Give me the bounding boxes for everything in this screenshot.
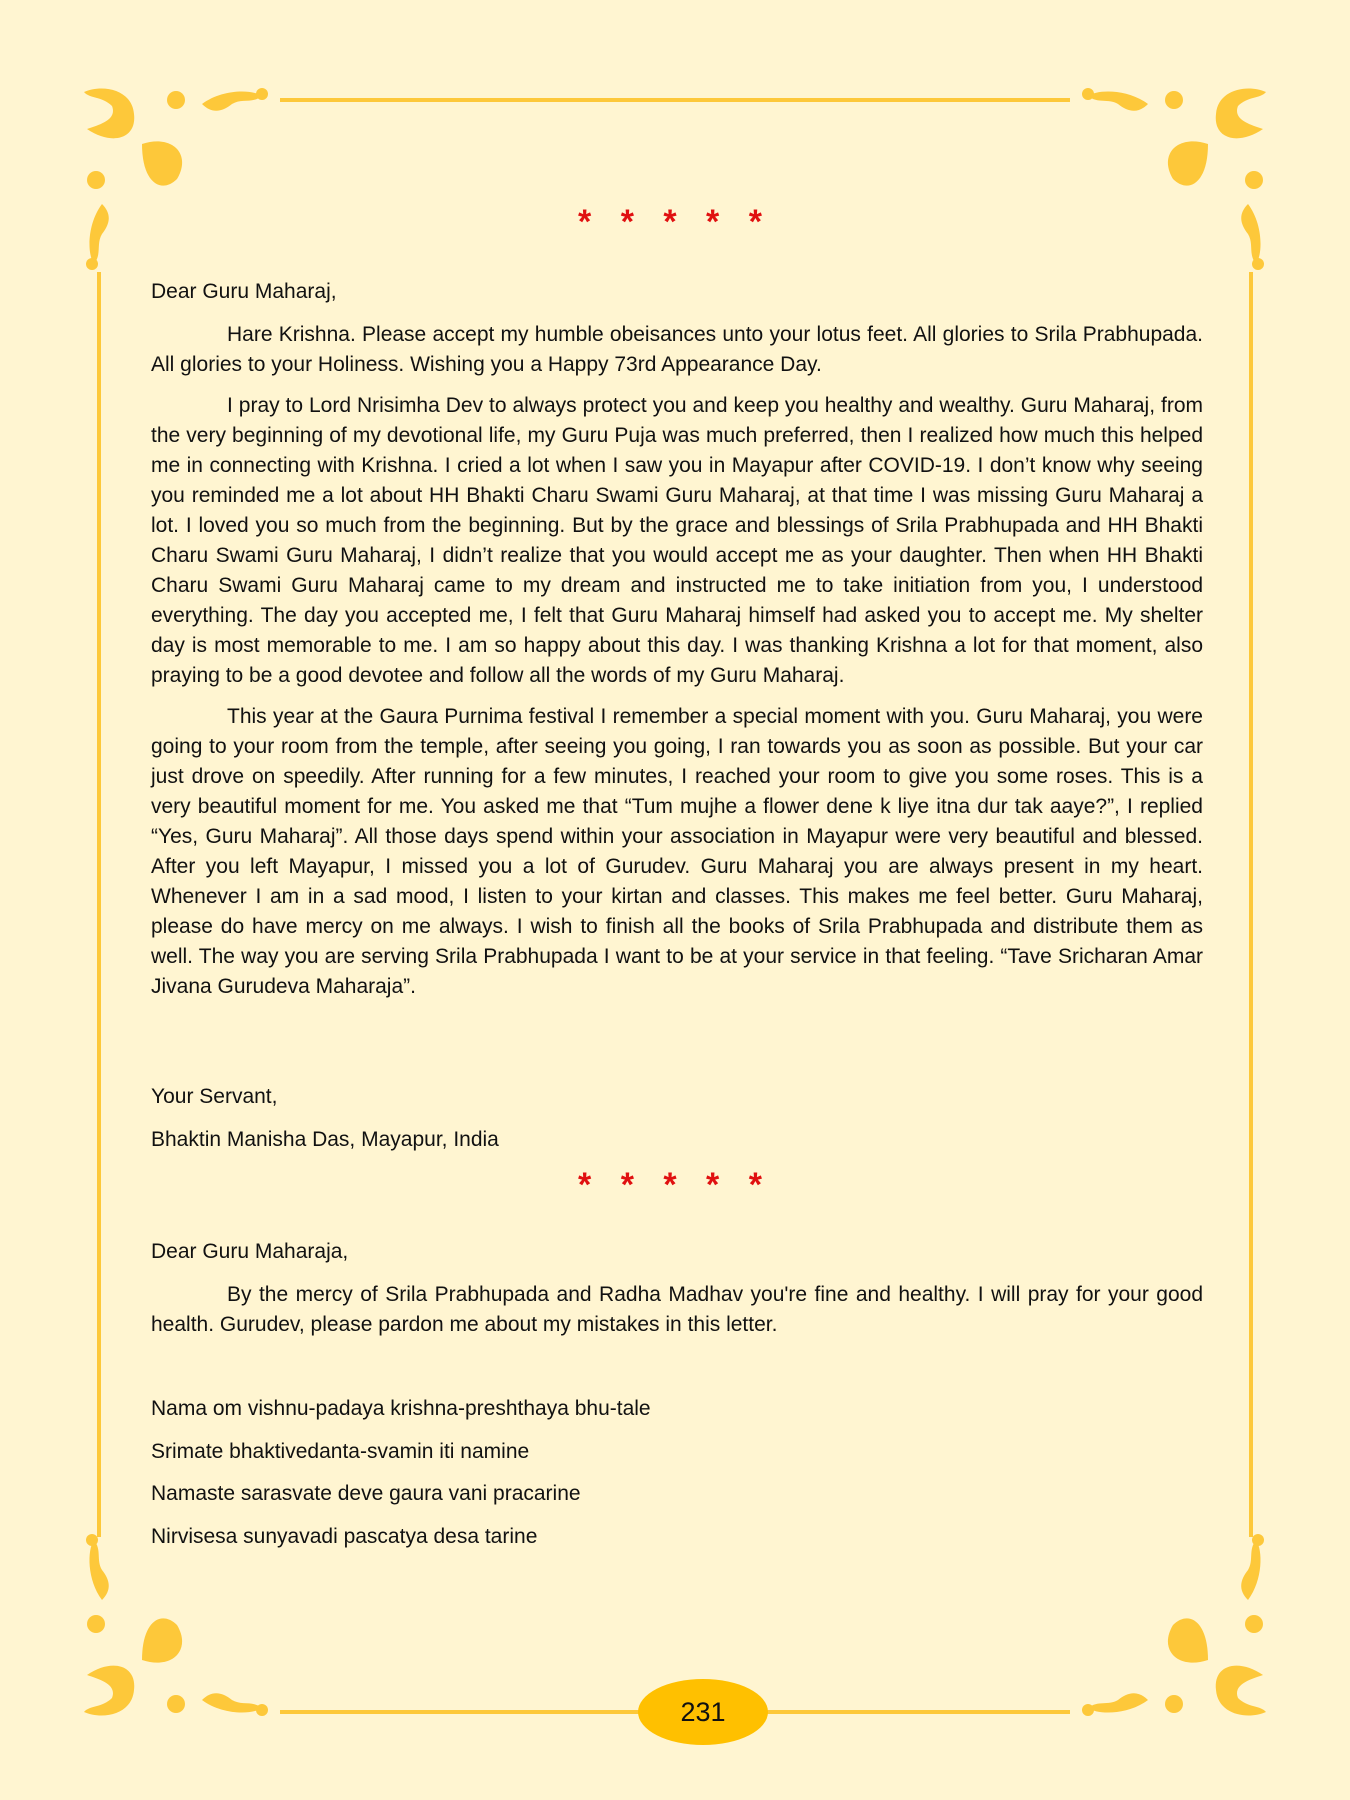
- verse-line: Srimate bhaktivedanta-svamin iti namine: [151, 1440, 530, 1463]
- corner-ornament-icon: [82, 84, 272, 274]
- verse-line: Nama om vishnu-padaya krishna-preshthaya bhu-tale: [151, 1397, 651, 1420]
- frame-left-line: [97, 272, 101, 1537]
- frame-right-line: [1249, 272, 1253, 1537]
- salutation: Dear Guru Maharaja,: [151, 1240, 349, 1263]
- closing: Your Servant,: [151, 1085, 278, 1108]
- paragraph: This year at the Gaura Purnima festival I remember a special moment with you. Guru Maharaj, you were going to your room from the temple, after seeing you going, I ran towards you as soon as possible. But your car just drove on speedily. After running for a few minutes, I reached your room to give you some roses. This is a very beautiful moment for me. You asked me that “Tum mujhe a flower dene k liye itna dur tak aaye?”, I replied “Yes, Guru Maharaj”. All those days spend within your association in Mayapur were very beautiful and blessed. After you left Mayapur, I missed you a lot of Gurudev. Guru Maharaj you are always present in my heart. Whenever I am in a sad mood, I listen to your kirtan and classes. This makes me feel better. Guru Maharaj, please do have mercy on me always. I wish to finish all the books of Srila Prabhupada and distribute them as well. The way you are serving Srila Prabhupada I want to be at your service in that feeling. “Tave Sricharan Amar Jivana Gurudeva Maharaja”.: [151, 705, 1203, 998]
- verse-line: Nirvisesa sunyavadi pascatya desa tarine: [151, 1525, 538, 1548]
- page-number: 231: [680, 1696, 726, 1727]
- salutation: Dear Guru Maharaj,: [151, 280, 337, 303]
- paragraph: Hare Krishna. Please accept my humble obeisances unto your lotus feet. All glories to Srila Prabhupada. All glories to your Holiness. Wishing you a Happy 73rd Appearance Day.: [151, 323, 1203, 376]
- page-number-badge: [638, 1679, 768, 1745]
- frame-top-line: [280, 98, 1070, 102]
- corner-ornament-icon: [82, 1530, 272, 1720]
- corner-ornament-icon: [1078, 84, 1268, 274]
- paragraph: I pray to Lord Nrisimha Dev to always protect you and keep you healthy and wealthy. Guru Maharaj, from the very beginning of my devotional life, my Guru Puja was much preferred, then I realized how much this helped me in connecting with Krishna. I cried a lot when I saw you in Mayapur after COVID-19. I don’t know why seeing you reminded me a lot about HH Bhakti Charu Swami Guru Maharaj, at that time I was missing Guru Maharaj a lot. I loved you so much from the beginning. But by the grace and blessings of Srila Prabhupada and HH Bhakti Charu Swami Guru Maharaj, I didn’t realize that you would accept me as your daughter. Then when HH Bhakti Charu Swami Guru Maharaj came to my dream and instructed me to take initiation from you, I understood everything. The day you accepted me, I felt that Guru Maharaj himself had asked you to accept me. My shelter day is most memorable to me. I am so happy about this day. I was thanking Krishna a lot for that moment, also praying to be a good devotee and follow all the words of my Guru Maharaj.: [151, 394, 1203, 687]
- verse-line: Namaste sarasvate deve gaura vani pracarine: [151, 1482, 581, 1505]
- separator-stars: * * * * *: [578, 1166, 772, 1204]
- paragraph: By the mercy of Srila Prabhupada and Radha Madhav you're fine and healthy. I will pray for your good health. Gurudev, please pardon me about my mistakes in this letter.: [151, 1283, 1203, 1336]
- separator-stars: * * * * *: [578, 203, 772, 241]
- letter1-body: [151, 320, 1203, 1002]
- signature: Bhaktin Manisha Das, Mayapur, India: [151, 1128, 499, 1151]
- corner-ornament-icon: [1078, 1530, 1268, 1720]
